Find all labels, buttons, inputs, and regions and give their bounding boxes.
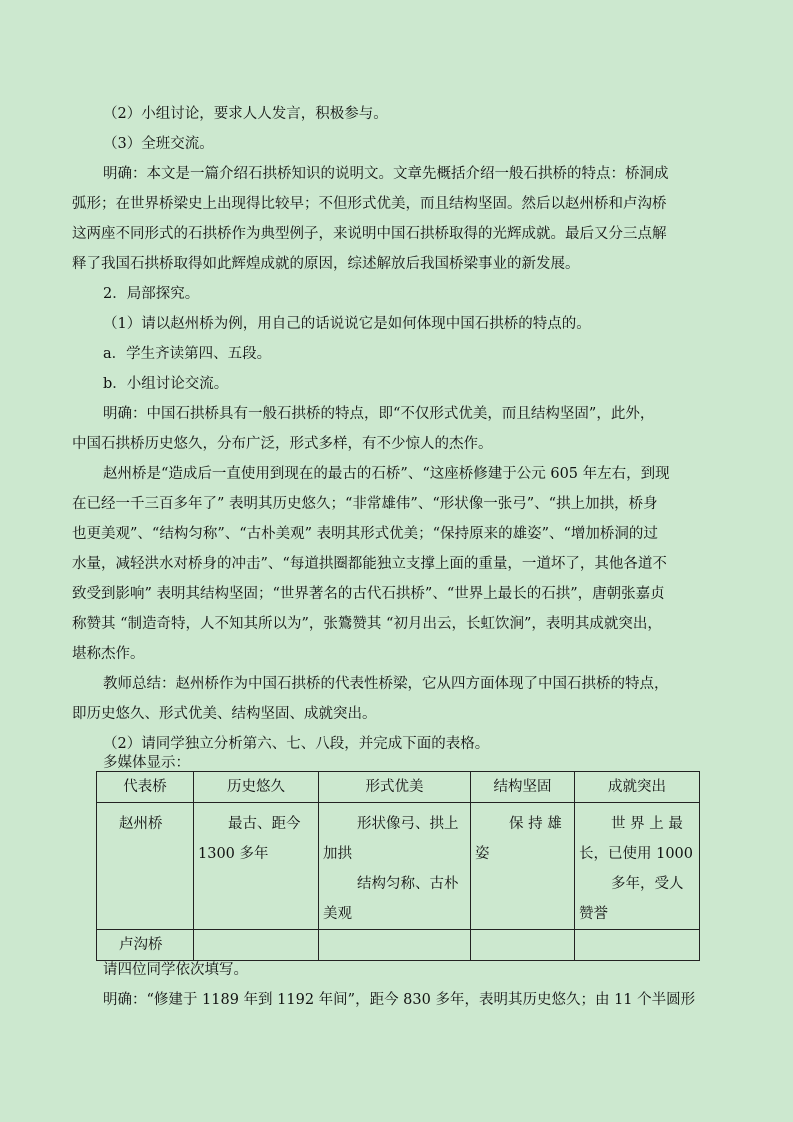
text-line: 也更美观”、“结构匀称”、“古朴美观” 表明其形式优美；“保持原来的雄姿”、“增加桥洞的过 bbox=[72, 526, 658, 542]
cell-text: 多年，受人 bbox=[611, 876, 684, 892]
text-line: 明确：中国石拱桥具有一般石拱桥的特点，即“不仅形式优美，而且结构坚固”，此外， bbox=[103, 406, 655, 422]
text-line: 水量，减轻洪水对桥身的冲击”、“每道拱圈都能独立支撑上面的重量，一道坏了，其他各道不 bbox=[72, 556, 667, 572]
bridge-table bbox=[96, 771, 700, 961]
cell-text: 长，已使用 1000 bbox=[579, 846, 694, 862]
cell-text: 美观 bbox=[323, 906, 352, 922]
cell-text: 姿 bbox=[475, 846, 490, 862]
cell-text: 世 界 上 最 bbox=[611, 816, 683, 832]
cell-text: 加拱 bbox=[323, 846, 352, 862]
text-line: b．小组讨论交流。 bbox=[103, 376, 229, 392]
text-line: 释了我国石拱桥取得如此辉煌成就的原因，综述解放后我国桥梁事业的新发展。 bbox=[72, 256, 580, 272]
text-line: 多媒体显示： bbox=[103, 755, 190, 771]
text-line: 这两座不同形式的石拱桥作为典型例子，来说明中国石拱桥取得的光辉成就。最后又分三点解 bbox=[72, 226, 667, 242]
cell-text: 1300 多年 bbox=[198, 846, 269, 862]
text-line: 明确：本文是一篇介绍石拱桥知识的说明文。文章先概括介绍一般石拱桥的特点：桥洞成 bbox=[103, 166, 669, 182]
text-line: 2．局部探究。 bbox=[103, 286, 200, 302]
header-cell: 结构坚固 bbox=[471, 772, 575, 803]
cell-text: 赞誉 bbox=[579, 906, 608, 922]
cell-text: 保 持 雄 bbox=[509, 816, 562, 832]
table-cell bbox=[471, 803, 575, 930]
header-cell: 历史悠久 bbox=[194, 772, 319, 803]
text-line: （2）小组讨论，要求人人发言，积极参与。 bbox=[103, 106, 388, 122]
text-line: 教师总结：赵州桥作为中国石拱桥的代表性桥梁，它从四方面体现了中国石拱桥的特点， bbox=[103, 676, 669, 692]
cell-text: 结构匀称、古朴 bbox=[357, 876, 459, 892]
cell-text: 赵州桥 bbox=[119, 816, 163, 832]
text-line: 在已经一千三百多年了” 表明其历史悠久；“非常雄伟”、“形状像一张弓”、“拱上加拱，桥身 bbox=[72, 496, 658, 512]
table-cell bbox=[575, 803, 700, 930]
cell-text: 最古、距今 bbox=[228, 816, 301, 832]
header-cell: 代表桥 bbox=[97, 772, 194, 803]
text-line: 即历史悠久、形式优美、结构坚固、成就突出。 bbox=[72, 706, 377, 722]
text-line: 请四位同学依次填写。 bbox=[103, 962, 248, 978]
header-cell: 成就突出 bbox=[575, 772, 700, 803]
cell-text: 卢沟桥 bbox=[119, 937, 163, 953]
text-line: （2）请同学独立分析第六、七、八段，并完成下面的表格。 bbox=[103, 736, 490, 752]
text-line: 弧形；在世界桥梁史上出现得比较早；不但形式优美，而且结构坚固。然后以赵州桥和卢沟桥 bbox=[72, 196, 667, 212]
text-line: （1）请以赵州桥为例，用自己的话说说它是如何体现中国石拱桥的特点的。 bbox=[103, 316, 591, 332]
cell-text: 形状像弓、拱上 bbox=[357, 816, 459, 832]
text-line: 堪称杰作。 bbox=[72, 646, 145, 662]
text-line: 明确：“修建于 1189 年到 1192 年间”，距今 830 多年，表明其历史悠久；由 11 个半圆形 bbox=[103, 992, 696, 1008]
header-cell: 形式优美 bbox=[319, 772, 471, 803]
text-line: a．学生齐读第四、五段。 bbox=[103, 346, 272, 362]
table-cell bbox=[194, 803, 319, 930]
table-cell bbox=[97, 803, 194, 930]
table-header-row bbox=[97, 772, 700, 803]
text-line: 中国石拱桥历史悠久，分布广泛，形式多样，有不少惊人的杰作。 bbox=[72, 436, 493, 452]
table-cell bbox=[319, 803, 471, 930]
text-line: 赵州桥是“造成后一直使用到现在的最古的石桥”、“这座桥修建于公元 605 年左右，到现 bbox=[103, 466, 670, 482]
text-line: 称赞其 “制造奇特，人不知其所以为”，张鷟赞其 “初月出云，长虹饮涧”，表明其成就突出， bbox=[72, 616, 662, 632]
text-line: （3）全班交流。 bbox=[103, 136, 214, 152]
text-line: 致受到影响” 表明其结构坚固；“世界著名的古代石拱桥”、“世界上最长的石拱”，唐朝张嘉贞 bbox=[72, 586, 665, 602]
table-row bbox=[97, 803, 700, 930]
